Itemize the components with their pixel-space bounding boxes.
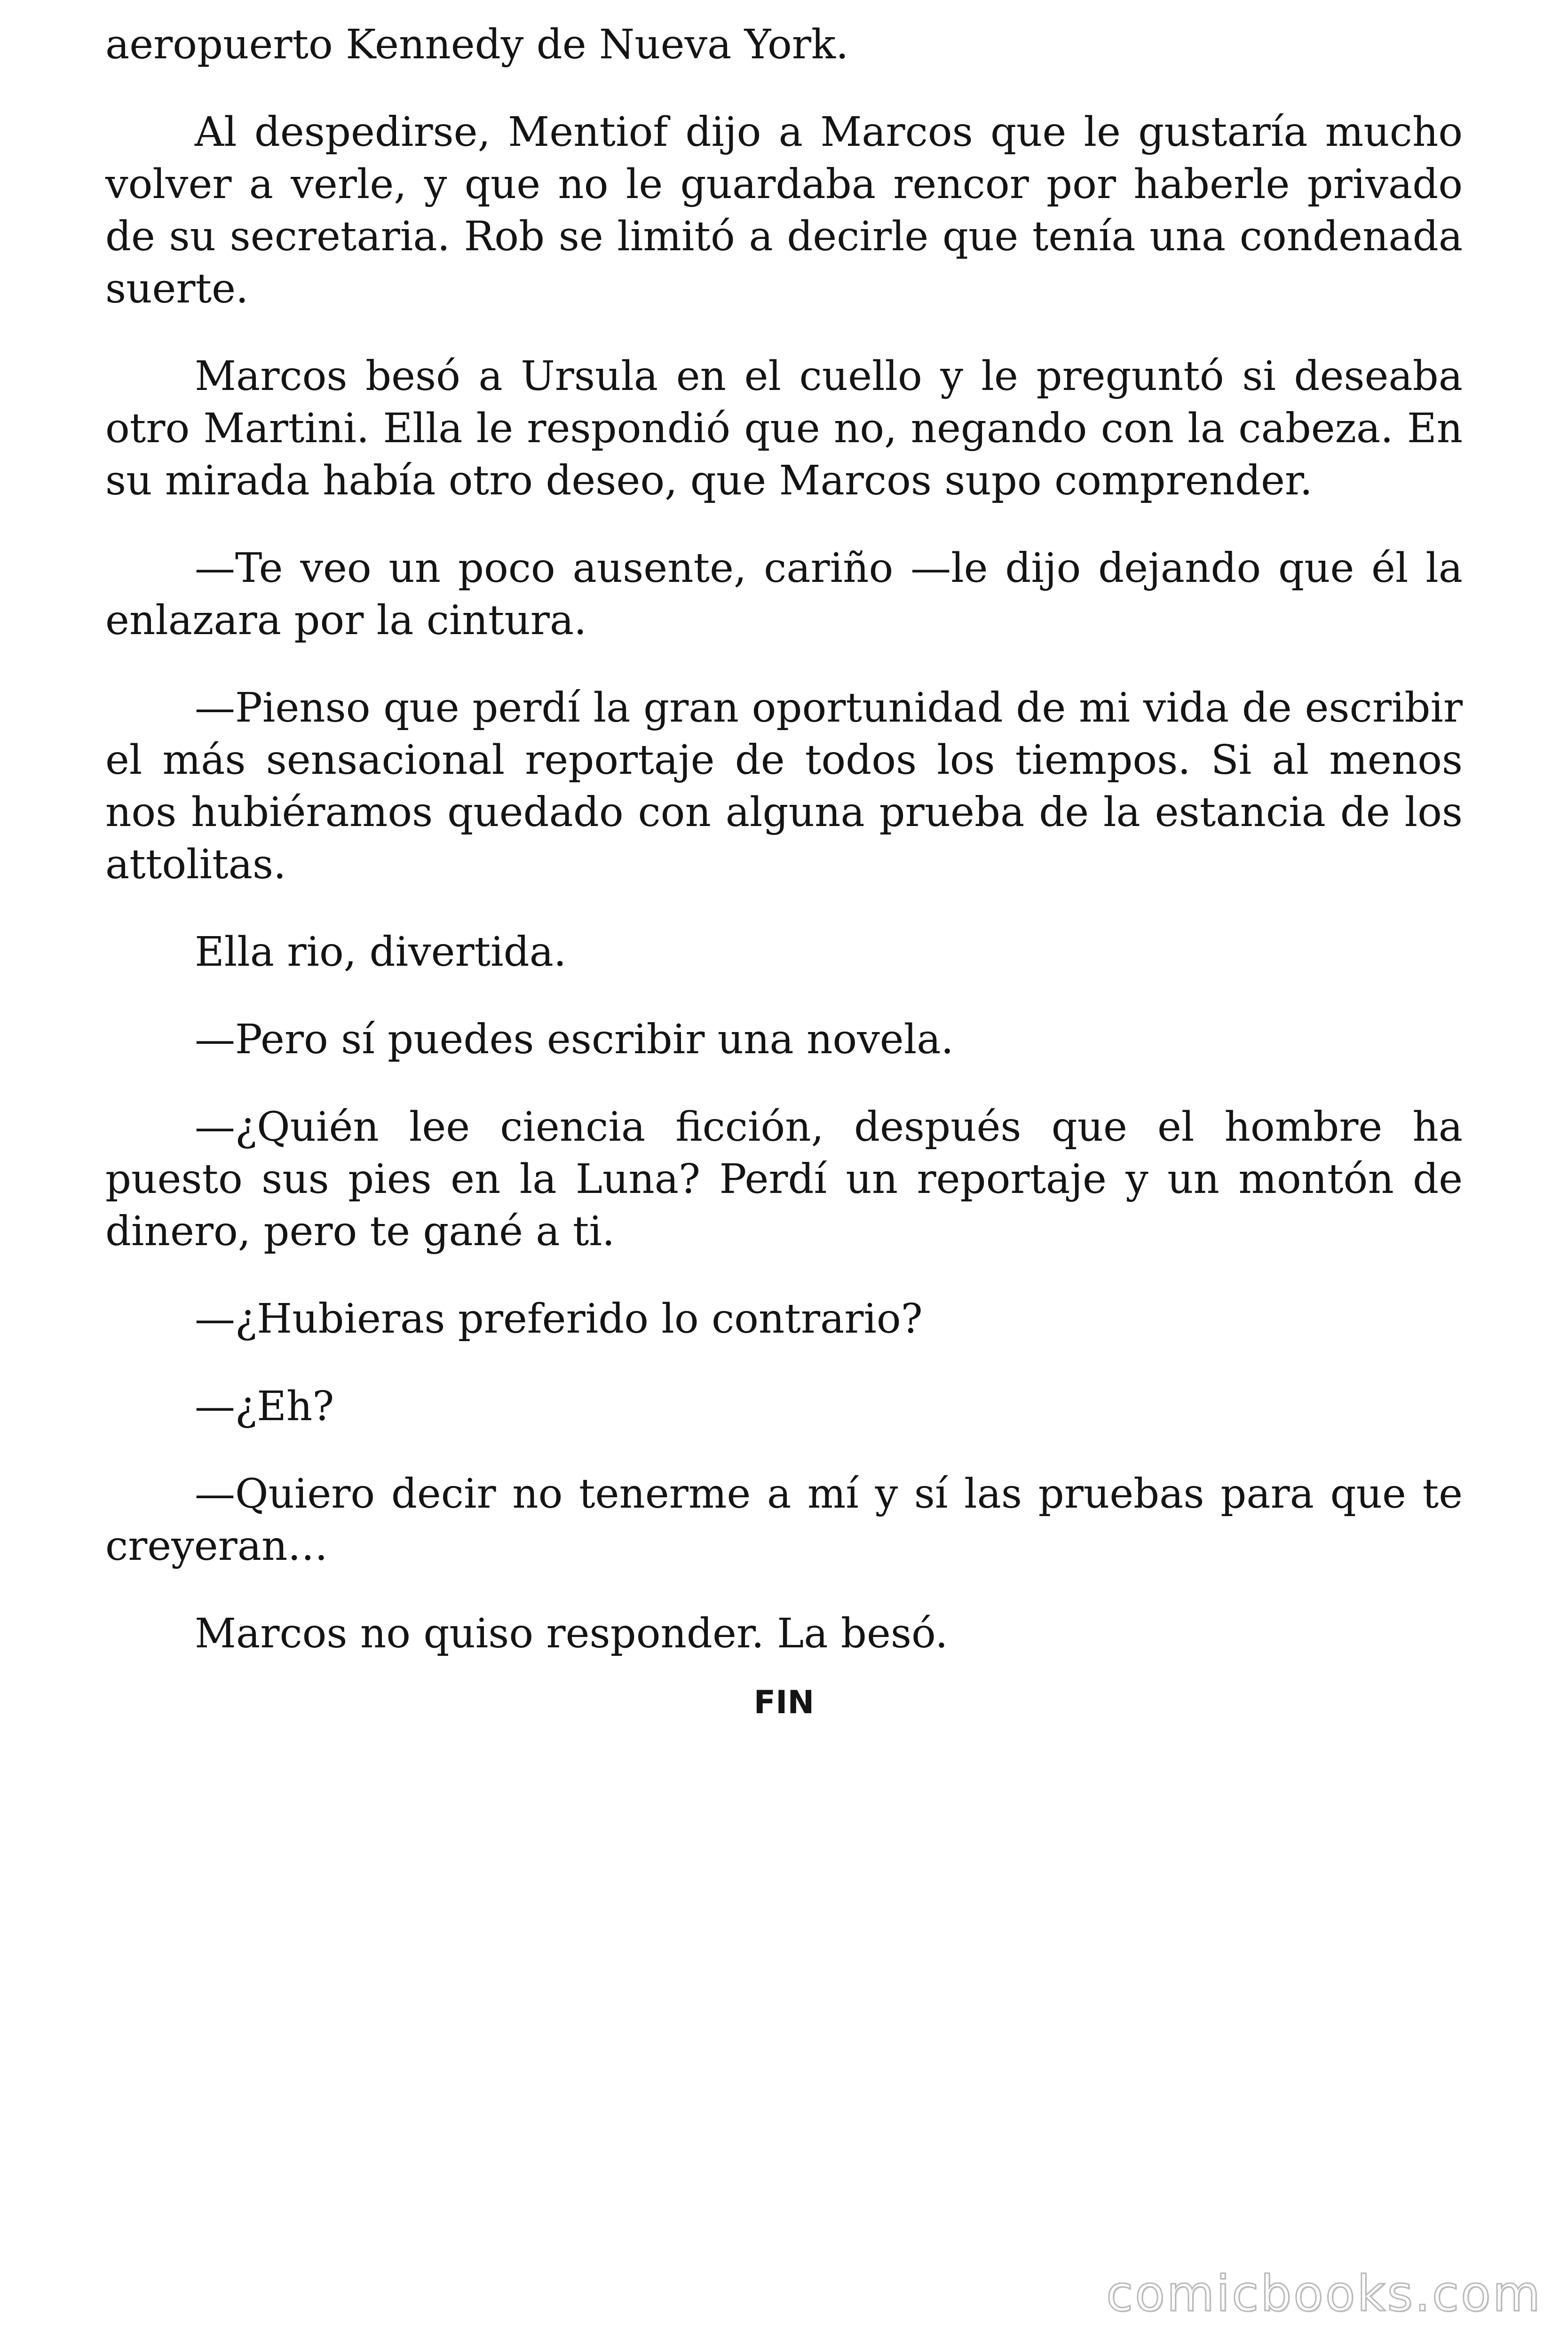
end-mark: FIN: [753, 1684, 815, 1721]
paragraph: Marcos no quiso responder. La besó.: [195, 1610, 948, 1657]
paragraph: —¿Hubieras preferido lo contrario?: [195, 1295, 923, 1343]
paragraph: —¿Quién lee ciencia ficción, después que el hombre ha puesto sus pies en la Luna? Perdí un reportaje y un montón de dinero, pero te gané a ti.: [105, 1104, 1463, 1255]
paragraph: Al despedirse, Mentiof dijo a Marcos que le gustaría mucho volver a verle, y que no le guardaba rencor por haberle privado de su secretaria. Rob se limitó a decirle que tenía una condenada suerte.: [105, 109, 1463, 312]
paragraph: Ella rio, divertida.: [195, 929, 567, 976]
paragraph: —¿Eh?: [195, 1383, 334, 1430]
paragraph: —Pero sí puedes escribir una novela.: [195, 1016, 954, 1063]
watermark: comicbooks.com: [1106, 2265, 1542, 2322]
paragraph: —Te veo un poco ausente, cariño —le dijo dejando que él la enlazara por la cintura.: [105, 545, 1463, 644]
paragraph: —Pienso que perdí la gran oportunidad de mi vida de escribir el más sensacional reportaje de todos los tiempos. Si al menos nos hubiéramos quedado con alguna prueba de la estancia de los attolitas.: [105, 684, 1463, 888]
paragraph: aeropuerto Kennedy de Nueva York.: [105, 21, 849, 68]
body-text: [105, 19, 1463, 1695]
paragraph: —Quiero decir no tenerme a mí y sí las pruebas para que te creyeran…: [105, 1470, 1463, 1570]
paragraph: Marcos besó a Ursula en el cuello y le preguntó si deseaba otro Martini. Ella le respondió que no, negando con la cabeza. En su mirada había otro deseo, que Marcos supo comprender.: [105, 353, 1463, 504]
